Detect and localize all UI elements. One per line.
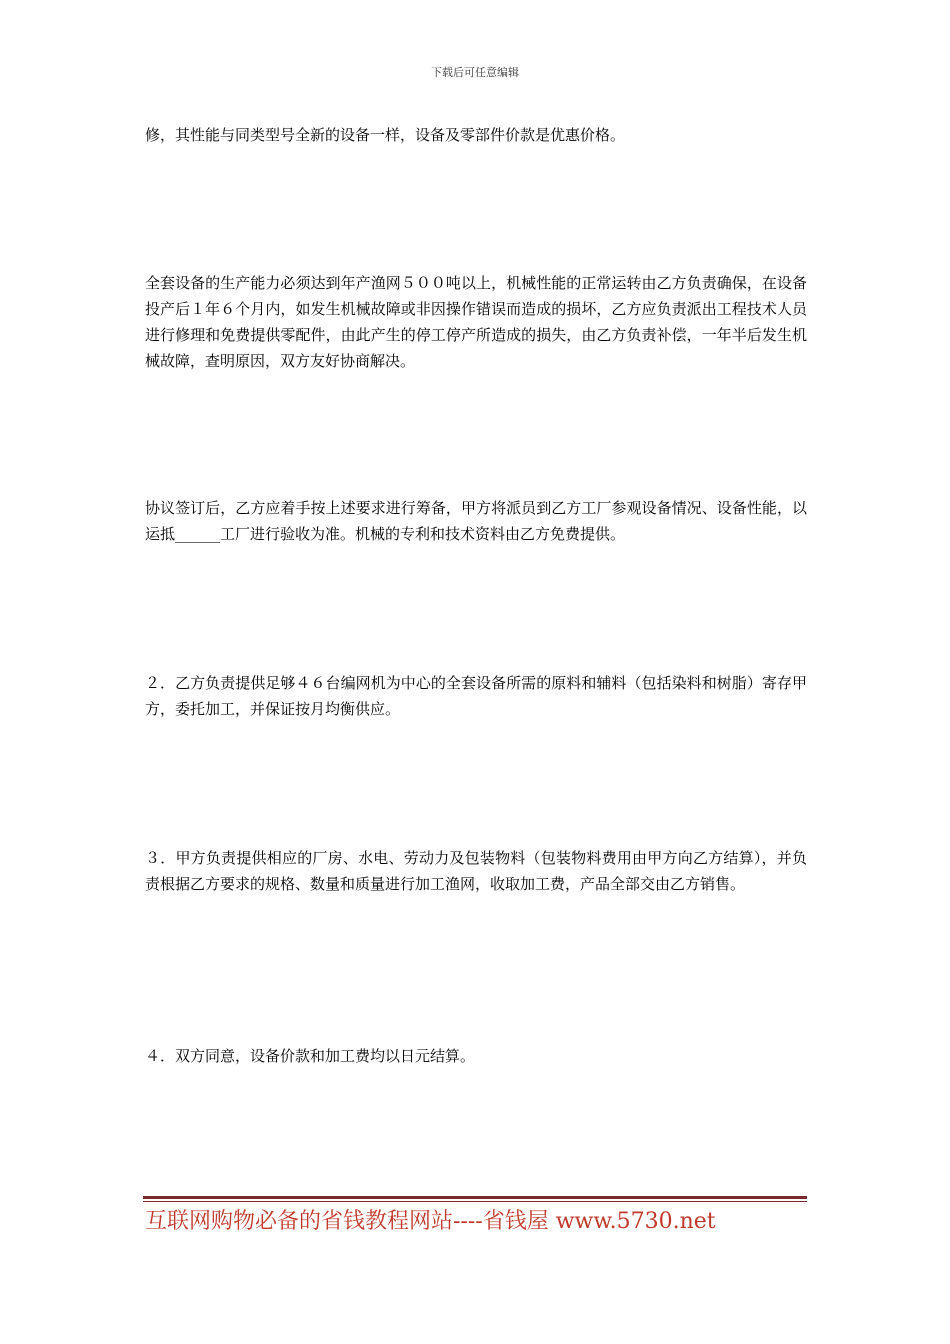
footer-divider <box>143 1196 807 1199</box>
footer-website-link[interactable]: 互联网购物必备的省钱教程网站----省钱屋 www.5730.net <box>145 1209 716 1234</box>
paragraph-clause-3: ３．甲方负责提供相应的厂房、水电、劳动力及包装物料（包装物料费用由甲方向乙方结算），并负责根据乙方要求的规格、数量和质量进行加工渔网，收取加工费，产品全部交由乙方销售。 <box>145 849 807 893</box>
footer-divider-thin <box>143 1201 807 1202</box>
paragraph-clause-2: ２．乙方负责提供足够４６台编网机为中心的全套设备所需的原料和辅料（包括染料和树脂）寄存甲方，委托加工，并保证按月均衡供应。 <box>145 674 807 718</box>
paragraph-clause-4: ４．双方同意，设备价款和加工费均以日元结算。 <box>145 1047 476 1065</box>
header-note: 下载后可任意编辑 <box>431 66 519 79</box>
paragraph-acceptance: 协议签订后，乙方应着手按上述要求进行筹备，甲方将派员到乙方工厂参观设备情况、设备性能，以运抵______工厂进行验收为准。机械的专利和技术资料由乙方免费提供。 <box>145 499 807 543</box>
paragraph-warranty-price: 修，其性能与同类型号全新的设备一样，设备及零部件价款是优惠价格。 <box>145 126 626 144</box>
paragraph-production-capacity: 全套设备的生产能力必须达到年产渔网５００吨以上，机械性能的正常运转由乙方负责确保，在设备投产后１年６个月内，如发生机械故障或非因操作错误而造成的损坏，乙方应负责派出工程技术人员进行修理和免费提供零配件，由此产生的停工停产所造成的损失，由乙方负责补偿，一年半后发生机械故障，查明原因，双方友好协商解决。 <box>145 274 807 370</box>
